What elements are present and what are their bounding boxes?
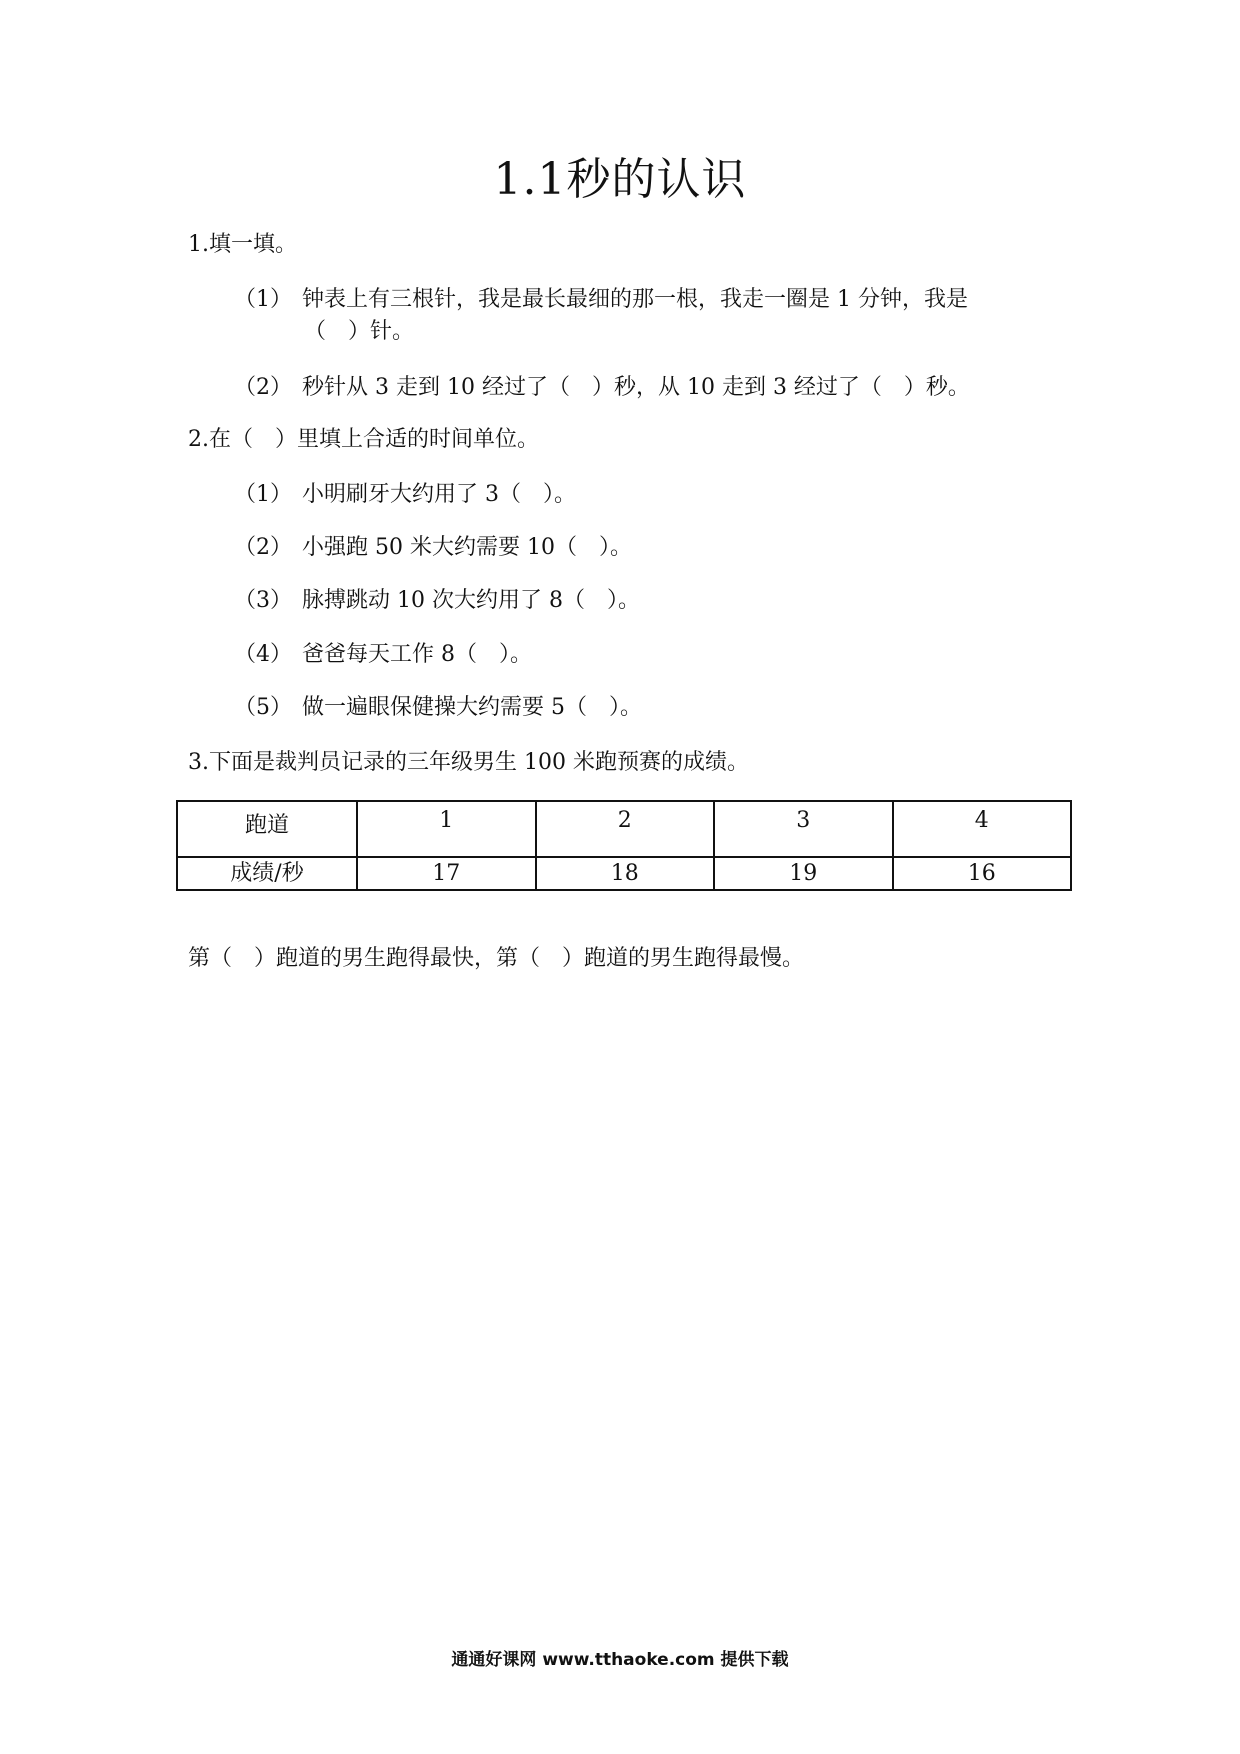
table-cell-lane: 3 <box>714 801 893 857</box>
question-2-item-5 <box>234 693 642 723</box>
item-number: （3） <box>234 588 292 613</box>
item-number: （4） <box>234 642 292 667</box>
table-row-lanes <box>177 801 1071 857</box>
question-1-item-1-continuation: （ ）针。 <box>304 319 415 344</box>
question-1-item-1 <box>234 285 968 315</box>
question-2-item-3 <box>234 586 640 616</box>
item-text: 小明刷牙大约用了 3（ ）。 <box>302 482 576 507</box>
item-number: （2） <box>234 375 292 400</box>
table-cell-lane: 4 <box>893 801 1072 857</box>
item-number: （5） <box>234 695 292 720</box>
question-3-followup: 第（ ）跑道的男生跑得最快，第（ ）跑道的男生跑得最慢。 <box>188 946 805 971</box>
item-text: 小强跑 50 米大约需要 10（ ）。 <box>302 535 632 560</box>
table-cell-lane: 1 <box>357 801 536 857</box>
item-text: 钟表上有三根针，我是最长最细的那一根，我走一圈是 1 分钟，我是 <box>302 287 968 312</box>
table-cell-score: 18 <box>536 857 715 890</box>
table-cell-lane: 2 <box>536 801 715 857</box>
page-title: 1.1秒的认识 <box>493 154 747 205</box>
footer-credit: 通通好课网 www.tthaoke.com 提供下载 <box>451 1650 789 1670</box>
table-header-cell: 成绩/秒 <box>177 857 357 890</box>
table-cell-score: 16 <box>893 857 1072 890</box>
table-row-scores <box>177 857 1071 890</box>
item-text: 做一遍眼保健操大约需要 5（ ）。 <box>302 695 642 720</box>
question-2-item-4 <box>234 640 532 670</box>
item-text: 爸爸每天工作 8（ ）。 <box>302 642 532 667</box>
item-text: 脉搏跳动 10 次大约用了 8（ ）。 <box>302 588 640 613</box>
question-2-item-1 <box>234 480 576 510</box>
question-1-heading: 1.填一填。 <box>188 232 297 257</box>
question-1-item-2 <box>234 373 970 403</box>
table-cell-score: 19 <box>714 857 893 890</box>
item-number: （1） <box>234 482 292 507</box>
table-header-cell: 跑道 <box>177 801 357 857</box>
item-number: （2） <box>234 535 292 560</box>
question-3-heading: 3.下面是裁判员记录的三年级男生 100 米跑预赛的成绩。 <box>188 750 749 775</box>
question-2-heading: 2.在（ ）里填上合适的时间单位。 <box>188 427 539 452</box>
item-number: （1） <box>234 287 292 312</box>
scores-table <box>176 800 1072 891</box>
question-2-item-2 <box>234 533 632 563</box>
item-text: 秒针从 3 走到 10 经过了（ ）秒，从 10 走到 3 经过了（ ）秒。 <box>302 375 970 400</box>
table-cell-score: 17 <box>357 857 536 890</box>
